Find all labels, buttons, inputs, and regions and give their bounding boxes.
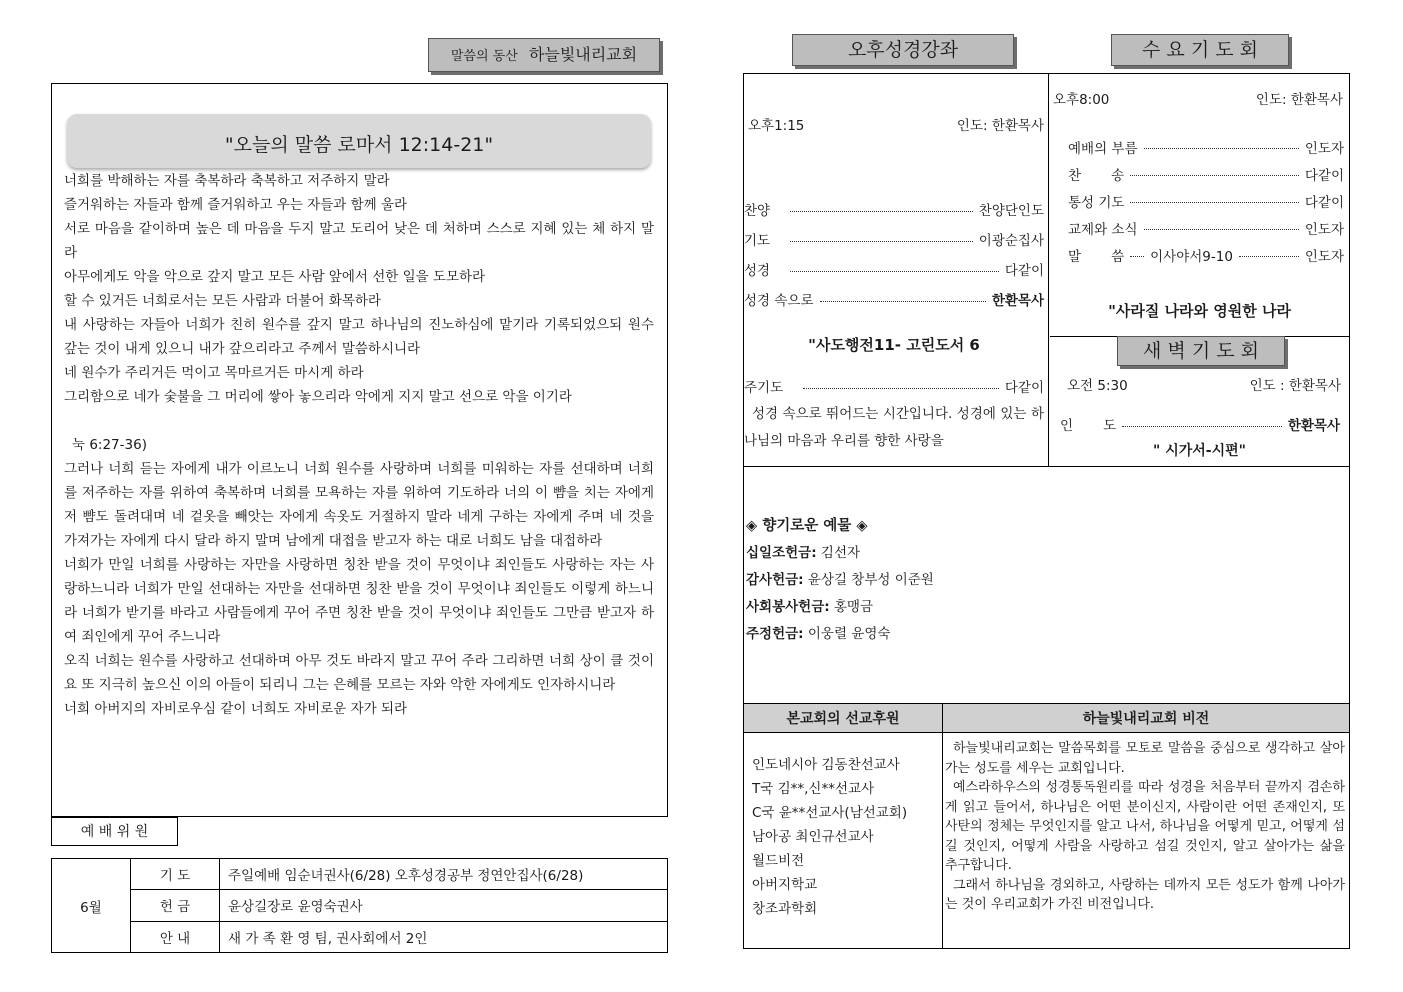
wednesday-leader: 인도: 한환목사 (1255, 92, 1343, 108)
dawn-prayer-tab: 새 벽 기 도 회 (1117, 336, 1285, 366)
program-item: 찬 송 다같이 (1068, 167, 1344, 184)
verse-line: 너희 아버지의 자비로우심 같이 너희도 자비로운 자가 되라 (64, 701, 408, 717)
afternoon-note: 성경 속으로 뛰어드는 시간입니다. 성경에 있는 하나님의 마음과 우리를 향한 사랑을 (744, 406, 1044, 449)
dawn-leader: 인도 : 한환목사 (1249, 378, 1341, 394)
vision-header: 하늘빛내리교회 비전 (943, 704, 1350, 733)
offering-row: 사회봉사헌금: 홍맹금 (746, 599, 874, 615)
missions-header: 본교회의 선교후원 (744, 704, 943, 733)
verse-line: 즐거워하는 자들과 함께 즐거워하고 우는 자들과 함께 울라 (64, 197, 408, 213)
committee-role: 안 내 (131, 921, 220, 952)
program-item: 말 씀 이사야서9-10 인도자 (1068, 248, 1344, 265)
mission-item: 남아공 최인규선교사 (752, 829, 874, 845)
program-item: 교제와 소식 인도자 (1068, 221, 1344, 238)
wednesday-section (1050, 74, 1349, 337)
sermon-title-banner (67, 114, 651, 168)
missions-vision-table (743, 703, 1350, 949)
dawn-title: " 시가서-시편" (1153, 443, 1246, 459)
wednesday-title: "사라질 나라와 영원한 나라 (1108, 302, 1291, 320)
verse-line: 아무에게도 악을 악으로 갚지 말고 모든 사람 앞에서 선한 일을 도모하라 (64, 269, 486, 285)
header-church-name: 하늘빛내리교회 (528, 45, 638, 64)
afternoon-leader: 인도: 한환목사 (956, 118, 1044, 134)
wednesday-prayer-tab: 수 요 기 도 회 (1111, 34, 1289, 66)
afternoon-section (744, 74, 1049, 466)
sermon-title: "오늘의 말씀 로마서 12:14-21" (224, 134, 494, 156)
vision-paragraph: 하늘빛내리교회는 말씀목회를 모토로 말씀을 중심으로 생각하고 살아가는 성도를 세우는 교회입니다. (945, 741, 1345, 776)
committee-value: 윤상길장로 윤영숙권사 (220, 890, 668, 921)
program-item: 주기도 다같이 (744, 380, 1044, 396)
church-header-tab (428, 38, 660, 72)
vision-paragraph: 예스라하우스의 성경통독원리를 따라 성경을 처음부터 끝까지 겸손하게 읽고 들어서, 하나님은 어떤 분이신지, 사람이란 어떤 존재인지, 또 사탄의 정체는 무엇인지를 알고 나서, 하나님을 어떻게 믿고, 어떻게 섬길 것인지, 어떻게 사람을 사랑하고 섬길 것인지, 알고 살아가는 삶을 추구합니다. (945, 780, 1345, 873)
program-item: 찬양 찬양단인도 (744, 203, 1044, 219)
offerings-heading: ◈ 향기로운 예물 ◈ (746, 518, 868, 534)
verse-paragraph: 오직 너희는 원수를 사랑하고 선대하며 아무 것도 바라지 말고 꾸어 주라 그리하면 너희 상이 클 것이요 또 지극히 높으신 이의 아들이 되리니 그는 은혜를 모르는 자와 악한 자에게도 인자하시니라 (64, 653, 654, 693)
program-item: 성경 다같이 (744, 263, 1044, 279)
afternoon-time: 오후1:15 (748, 118, 805, 134)
offering-row: 십일조헌금: 김선자 (746, 545, 861, 561)
mission-item: 인도네시아 김동찬선교사 (752, 757, 900, 773)
committee-value: 주일예배 임순녀권사(6/28) 오후성경공부 정연안집사(6/28) (220, 859, 668, 890)
mission-item: 아버지학교 (752, 877, 818, 893)
committee-month: 6월 (52, 859, 131, 953)
mission-item: T국 김**,신**선교사 (752, 781, 875, 797)
committee-value: 새 가 족 환 영 팀, 권사회에서 2인 (220, 921, 668, 952)
dawn-section (1050, 368, 1349, 466)
wednesday-time: 오후8:00 (1053, 92, 1110, 108)
worship-committee-table (51, 858, 668, 953)
verse-paragraph: 그러나 너희 듣는 자에게 내가 이르노니 너희 원수를 사랑하며 너희를 미워하는 자를 선대하며 너희를 저주하는 자를 위하여 축복하며 너희를 모욕하는 자를 위하여 기도하라 너의 이 뺨을 치는 자에게 저 뺨도 돌려대며 네 겉옷을 빼앗는 자에게 속옷도 거절하지 말라 네게 구하는 자에게 주며 네 것을 가져가는 자에게 다시 달라 하지 말며 남에게 대접을 받고자 하는 대로 너희도 남을 대접하라 (64, 461, 654, 549)
offering-row: 감사헌금: 윤상길 창부성 이준원 (746, 572, 934, 588)
mission-item: 월드비전 (752, 853, 805, 869)
sermon-box (51, 83, 668, 840)
worship-committee-label: 예 배 위 원 (51, 817, 178, 846)
program-item: 인 도 한환목사 (1060, 418, 1340, 434)
afternoon-title: "사도행전11- 고린도서 6 (808, 336, 980, 354)
verse-line: 그리함으로 네가 숯불을 그 머리에 쌓아 놓으리라 악에게 지지 말고 선으로 악을 이기라 (64, 389, 572, 405)
program-item: 성경 속으로 한환목사 (744, 293, 1044, 309)
verse-line: 네 원수가 주리거든 먹이고 목마르거든 마시게 하라 (64, 365, 364, 381)
header-prefix: 말씀의 동산 (450, 49, 518, 64)
committee-role: 기 도 (131, 859, 220, 890)
dawn-time: 오전 5:30 (1067, 378, 1128, 394)
missions-list (744, 733, 943, 949)
mission-item: 창조과학회 (752, 901, 818, 917)
afternoon-bible-class-tab: 오후성경강좌 (792, 34, 1014, 66)
scripture-reference: 눅 6:27-36) (72, 437, 147, 453)
mission-item: C국 윤**선교사(남선교회) (752, 805, 908, 821)
verse-line: 서로 마음을 같이하며 높은 데 마음을 두지 말고 도리어 낮은 데 처하며 스스로 지혜 있는 체 하지 말라 (64, 221, 654, 261)
committee-role: 헌 금 (131, 890, 220, 921)
verse-line: 너희를 박해하는 자를 축복하라 축복하고 저주하지 말라 (64, 173, 390, 189)
verse-paragraph: 너희가 만일 너희를 사랑하는 자만을 사랑하면 칭찬 받을 것이 무엇이냐 죄인들도 사랑하는 자는 사랑하느니라 너희가 만일 선대하는 자만을 선대하면 칭찬 받을 것이 무엇이냐 죄인들도 이렇게 하느니라 너희가 받기를 바라고 사람들에게 꾸어 주면 칭찬 받을 것이 무엇이냐 죄인들도 그만큼 받고자 하여 죄인에게 꾸어 주느니라 (64, 557, 654, 645)
program-item: 기도 이광순집사 (744, 233, 1044, 249)
offering-row: 주정헌금: 이웅렬 윤영숙 (746, 626, 891, 642)
vision-paragraph: 그래서 하나님을 경외하고, 사랑하는 데까지 모든 성도가 함께 나아가는 것이 우리교회가 가진 비전입니다. (945, 877, 1345, 912)
offerings-section (746, 512, 1336, 648)
program-item: 예배의 부름 인도자 (1068, 140, 1344, 157)
verse-line: 내 사랑하는 자들아 너희가 친히 원수를 갚지 말고 하나님의 진노하심에 맡기라 기록되었으되 원수 갚는 것이 내게 있으니 내가 갚으리라고 주께서 말씀하시니라 (64, 317, 654, 357)
verse-line: 할 수 있거든 너희로서는 모든 사람과 더불어 화목하라 (64, 293, 381, 309)
sermon-text (64, 169, 654, 721)
vision-text (943, 733, 1350, 949)
program-item: 통성 기도 다같이 (1068, 194, 1344, 211)
